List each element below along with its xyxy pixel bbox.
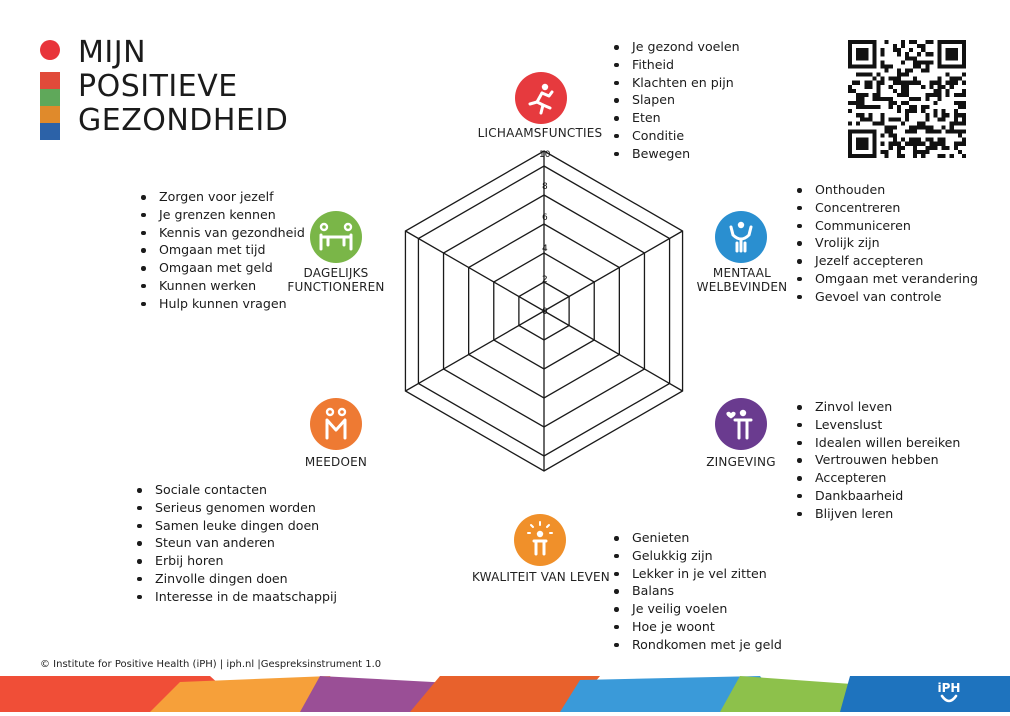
list-meedoen <box>135 481 337 606</box>
list-item: Omgaan met tijd <box>139 241 305 259</box>
band-segment <box>840 676 1010 712</box>
domain-label-line: WELBEVINDEN <box>696 280 788 294</box>
logo-line: POSITIEVE <box>78 69 238 104</box>
list-item: Hulp kunnen vragen <box>139 295 305 313</box>
iph-badge-text: iPH <box>937 681 961 695</box>
list-item: Balans <box>612 582 782 600</box>
list-item: Conditie <box>612 127 740 145</box>
list-item: Vertrouwen hebben <box>795 451 960 469</box>
list-item: Zorgen voor jezelf <box>139 188 305 206</box>
domain-label-line: ZINGEVING <box>706 455 776 469</box>
list-item: Gevoel van controle <box>795 288 978 306</box>
running-person-icon <box>515 72 567 124</box>
list-item: Lekker in je vel zitten <box>612 565 782 583</box>
qr-code-icon[interactable] <box>848 40 966 158</box>
list-item: Vrolijk zijn <box>795 234 978 252</box>
list-item: Bewegen <box>612 145 740 163</box>
domain-label-line: LICHAAMSFUNCTIES <box>477 126 603 140</box>
radar-tick-label: 0 <box>542 307 548 317</box>
list-item: Concentreren <box>795 199 978 217</box>
list-item: Je grenzen kennen <box>139 206 305 224</box>
logo-line: GEZONDHEID <box>78 103 289 138</box>
list-item: Idealen willen bereiken <box>795 434 960 452</box>
domain-label-line: KWALITEIT VAN LEVEN <box>472 570 610 584</box>
list-item: Communiceren <box>795 217 978 235</box>
carrying-table-icon <box>310 211 362 263</box>
list-item: Samen leuke dingen doen <box>135 517 337 535</box>
logo-bar-orange <box>40 106 60 123</box>
list-item: Gelukkig zijn <box>612 547 782 565</box>
logo-bar-green <box>40 89 60 106</box>
list-item: Interesse in de maatschappij <box>135 588 337 606</box>
list-item: Zinvol leven <box>795 398 960 416</box>
list-item: Je gezond voelen <box>612 38 740 56</box>
list-mentaal-welbevinden <box>795 181 978 306</box>
logo-line: MIJN <box>78 35 147 70</box>
domain-label-line: MENTAAL <box>712 266 772 280</box>
logo-bar-red <box>40 72 60 89</box>
list-lichaamsfuncties <box>612 38 740 163</box>
domain-label-zingeving <box>700 455 782 469</box>
radar-tick-label: 4 <box>542 244 548 254</box>
list-item: Dankbaarheid <box>795 487 960 505</box>
radar-tick-label: 2 <box>542 275 548 285</box>
logo-title <box>78 36 288 138</box>
radar-spoke <box>544 311 683 391</box>
radar-spoke <box>405 231 544 311</box>
radar-tick-label: 6 <box>542 213 548 223</box>
list-dagelijks-functioneren <box>139 188 305 313</box>
radar-spoke <box>544 231 683 311</box>
domain-label-mentaal <box>686 266 798 294</box>
list-item: Hoe je woont <box>612 618 782 636</box>
person-sunshine-icon <box>514 514 566 566</box>
person-heart-icon <box>715 398 767 450</box>
list-item: Sociale contacten <box>135 481 337 499</box>
list-item: Klachten en pijn <box>612 74 740 92</box>
radar-spoke <box>405 311 544 391</box>
list-item: Onthouden <box>795 181 978 199</box>
footer-copyright: © Institute for Positive Health (iPH) | iph.nl |Gespreksinstrument 1.0 <box>40 659 382 670</box>
list-item: Je veilig voelen <box>612 600 782 618</box>
list-item: Fitheid <box>612 56 740 74</box>
domain-label-line: DAGELIJKS <box>303 266 369 280</box>
list-item: Levenslust <box>795 416 960 434</box>
list-item: Eten <box>612 109 740 127</box>
domain-label-meedoen <box>298 455 374 469</box>
list-kwaliteit-van-leven <box>612 529 782 654</box>
domain-label-kwaliteit <box>466 570 616 584</box>
list-item: Omgaan met verandering <box>795 270 978 288</box>
logo-dot <box>40 40 60 60</box>
list-item: Steun van anderen <box>135 534 337 552</box>
person-arms-up-icon <box>715 211 767 263</box>
radar-chart <box>384 150 704 472</box>
logo-color-bars <box>40 72 60 140</box>
radar-tick-label: 8 <box>542 182 548 192</box>
list-item: Kunnen werken <box>139 277 305 295</box>
list-item: Kennis van gezondheid <box>139 224 305 242</box>
list-item: Genieten <box>612 529 782 547</box>
list-item: Rondkomen met je geld <box>612 636 782 654</box>
domain-label-line: MEEDOEN <box>304 455 368 469</box>
list-item: Erbij horen <box>135 552 337 570</box>
footer-color-band <box>0 676 1010 712</box>
list-item: Blijven leren <box>795 505 960 523</box>
domain-label-lichaamsfuncties <box>470 126 610 140</box>
list-item: Zinvolle dingen doen <box>135 570 337 588</box>
logo-bar-blue <box>40 123 60 140</box>
two-people-icon <box>310 398 362 450</box>
list-zingeving <box>795 398 960 523</box>
radar-tick-label: 10 <box>539 150 551 160</box>
list-item: Accepteren <box>795 469 960 487</box>
list-item: Jezelf accepteren <box>795 252 978 270</box>
iph-logo-icon[interactable] <box>932 678 966 708</box>
list-item: Slapen <box>612 91 740 109</box>
list-item: Serieus genomen worden <box>135 499 337 517</box>
list-item: Omgaan met geld <box>139 259 305 277</box>
domain-label-line: FUNCTIONEREN <box>287 280 385 294</box>
